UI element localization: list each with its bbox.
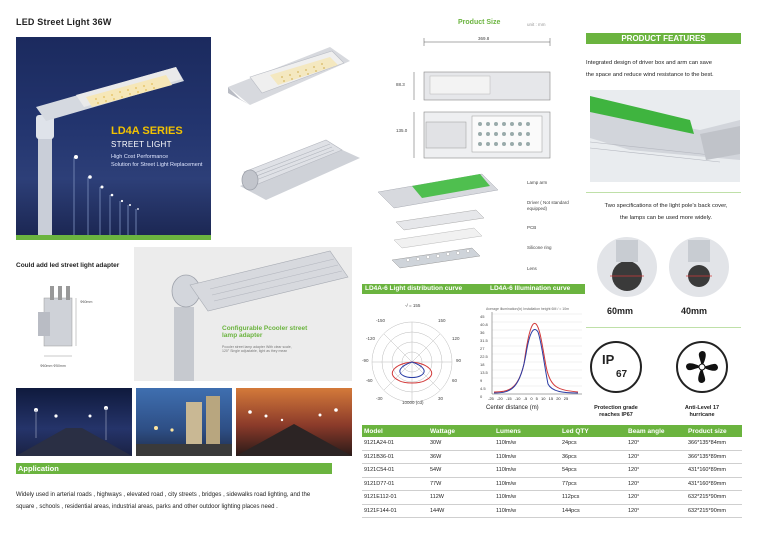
polar-bottom-label: 10000 (cd)	[402, 400, 424, 405]
exploded-parts-icon	[372, 168, 532, 278]
table-row	[362, 464, 742, 478]
x-tick: -10	[514, 396, 521, 401]
cell: 144W	[428, 504, 494, 518]
table-row	[362, 477, 742, 491]
x-tick: 25	[563, 396, 569, 401]
adapter-dim-right: Ф60mm	[80, 300, 93, 304]
cell: 632*215*90mm	[686, 504, 742, 518]
y-tick: 4.5	[480, 386, 486, 391]
hurricane-badge	[676, 341, 728, 393]
table-row	[362, 504, 742, 518]
polar-label-90r: 90	[456, 358, 462, 363]
ip-caption	[584, 405, 648, 419]
cell: 632*215*90mm	[686, 491, 742, 505]
pole-cover-40	[668, 236, 730, 298]
illumination-chart	[478, 304, 584, 406]
illumination-curve-icon	[478, 304, 584, 406]
part-silicone: Silicone ring	[527, 245, 552, 250]
polar-label-60r: 60	[452, 378, 458, 383]
cell: 9121E112-01	[362, 491, 428, 505]
y-tick: 9	[480, 378, 483, 383]
wind-caption-line2: hurricane	[689, 412, 715, 418]
x-tick: 20	[556, 396, 561, 401]
adapter-dim-bottom: Ф60mm Ф50mm	[40, 364, 66, 368]
cell: 54pcs	[560, 464, 626, 478]
cell: 110lm/w	[494, 464, 560, 478]
y-tick: 36	[480, 330, 485, 335]
x-tick: -25	[488, 396, 494, 401]
exploded-view	[372, 168, 532, 278]
y-tick: 40.8	[480, 322, 488, 327]
product-render-back	[230, 128, 370, 208]
adapter-photo	[134, 247, 352, 381]
dim-height: 88.3	[396, 82, 405, 87]
y-tick: 0	[480, 394, 483, 399]
y-tick: 18	[480, 362, 485, 367]
application-photo-1	[16, 388, 132, 456]
col-wattage: Wattage	[428, 425, 494, 437]
hero-subtitle: STREET LIGHT	[111, 140, 172, 149]
feature-2-line2: the lamps can be used more widely.	[619, 215, 713, 221]
feature-1-text	[586, 57, 746, 81]
spec-table	[362, 425, 742, 518]
feature-1-line2: the space and reduce wind resistance to the best.	[586, 72, 714, 78]
page-title: LED Street Light 36W	[16, 17, 112, 27]
illum-x-ticks	[488, 396, 568, 401]
part-driver: Driver ( Not standard equipped)	[527, 200, 569, 211]
ip-value: 67	[616, 369, 628, 380]
cell: 366*135*84mm	[686, 437, 742, 450]
lamp-closeup-icon	[590, 90, 740, 182]
x-tick: 0	[530, 396, 533, 401]
table-row	[362, 437, 742, 450]
application-text-line1: Widely used in arterial roads , highways , elevated road , city streets , bridges , sidewalks road lighting, and the	[16, 492, 311, 498]
feature-2-line1: Two specifications of the light pole's back cover,	[604, 203, 728, 209]
ip-label: IP	[602, 352, 615, 367]
cell: 77pcs	[560, 477, 626, 491]
illum-y-ticks	[480, 313, 488, 401]
cell: 9121C54-01	[362, 464, 428, 478]
adapter-drawing	[30, 278, 130, 370]
application-photo-2	[136, 388, 232, 456]
pole-cover-60	[596, 236, 658, 298]
y-tick: 27	[480, 346, 485, 351]
product-size-drawing	[400, 32, 570, 162]
hero-description	[111, 153, 207, 169]
features-header: PRODUCT FEATURES	[586, 33, 741, 44]
cell: 9121B36-01	[362, 450, 428, 464]
cell: 112W	[428, 491, 494, 505]
features-divider-1	[586, 192, 741, 193]
col-model: Model	[362, 425, 428, 437]
wind-caption-line1: Anti-Level 17	[684, 405, 720, 411]
dim-width: 369.8	[478, 36, 490, 41]
cell: 120°	[626, 450, 686, 464]
feature-1-photo	[590, 90, 740, 182]
feature-1-line1: Integrated design of driver box and arm can save	[586, 60, 712, 66]
polar-label-150r: 150	[438, 318, 446, 323]
spec-table-header	[362, 425, 742, 437]
product-size-unit: unit : mm	[527, 22, 546, 27]
product-render-front	[220, 37, 360, 117]
size-40: 40mm	[681, 306, 708, 316]
cell: 112pcs	[560, 491, 626, 505]
polar-label-30r: 30	[438, 396, 444, 401]
cell: 431*160*89mm	[686, 464, 742, 478]
fan-icon	[678, 343, 726, 391]
x-tick: -5	[523, 396, 528, 401]
cell: 120°	[626, 491, 686, 505]
polar-label-90l: -90	[362, 358, 369, 363]
config-title	[222, 325, 307, 339]
illum-x-label: Center distance (m)	[486, 405, 539, 411]
hero-illustration-icon	[16, 37, 211, 240]
ip67-badge	[590, 341, 642, 393]
table-row	[362, 450, 742, 464]
adapter-lamp-icon	[134, 247, 352, 381]
dimension-drawing-icon	[400, 32, 570, 162]
part-lamp-arm: Lamp arm	[527, 180, 548, 185]
dim-depth: 135.0	[396, 128, 408, 133]
x-tick: -15	[505, 396, 512, 401]
cell: 144pcs	[560, 504, 626, 518]
col-beam-angle: Beam angle	[626, 425, 686, 437]
cell: 24pcs	[560, 437, 626, 450]
hero-desc-line1: High Cost Performance	[111, 154, 169, 160]
adapter-label: Could add led street light adapter	[16, 262, 120, 269]
road-night-icon	[16, 388, 132, 456]
hero-banner	[16, 37, 211, 240]
cell: 120°	[626, 477, 686, 491]
polar-label-30l: -30	[376, 396, 383, 401]
y-tick: 22.5	[480, 354, 488, 359]
y-tick: 13.5	[480, 370, 488, 375]
cell: 110lm/w	[494, 477, 560, 491]
distribution-curve-header: LD4A-6 Light distribution curve	[362, 284, 487, 294]
polar-label-120l: -120	[366, 336, 376, 341]
hero-series: LD4A SERIES	[111, 125, 183, 137]
x-tick: 10	[541, 396, 546, 401]
adapter-icon	[30, 278, 130, 370]
y-tick: 31.5	[480, 338, 488, 343]
cell: 9121A24-01	[362, 437, 428, 450]
config-title-line1: Configurable Pcooler street	[222, 325, 308, 332]
cell: 9121D77-01	[362, 477, 428, 491]
polar-label-150l: -150	[376, 318, 386, 323]
application-text	[16, 489, 361, 513]
illumination-curve-header: LD4A-6 Illumination curve	[487, 284, 585, 294]
application-header: Application	[16, 463, 332, 474]
col-lumens: Lumens	[494, 425, 560, 437]
cell: 366*135*89mm	[686, 450, 742, 464]
feature-2-text	[586, 200, 746, 224]
cell: 120°	[626, 504, 686, 518]
cell: 30W	[428, 437, 494, 450]
ip-caption-line2: reaches IP67	[599, 412, 633, 418]
polar-label-60l: -60	[366, 378, 373, 383]
cell: 110lm/w	[494, 491, 560, 505]
cell: 110lm/w	[494, 504, 560, 518]
application-text-line2: square , schools , residential areas, industrial areas, parks and other outdoor lighting places need .	[16, 504, 278, 510]
hero-desc-line2: Solution for Street Light Replacement	[111, 162, 203, 168]
cell: 36W	[428, 450, 494, 464]
cell: 36pcs	[560, 450, 626, 464]
ip-caption-line1: Protection grade	[594, 405, 638, 411]
lamp-back-icon	[230, 128, 370, 208]
features-divider-2	[586, 327, 741, 328]
col-product-size: Product size	[686, 425, 742, 437]
x-tick: 5	[535, 396, 538, 401]
city-icon	[136, 388, 232, 456]
product-size-title: Product Size	[458, 19, 501, 26]
part-lens: Lens	[527, 266, 537, 271]
pole-40-icon	[668, 236, 730, 298]
y-tick: 45	[480, 314, 485, 319]
polar-label-120r: 120	[452, 336, 460, 341]
cell: 77W	[428, 477, 494, 491]
config-desc	[222, 345, 292, 353]
cell: 120°	[626, 437, 686, 450]
cell: 110lm/w	[494, 450, 560, 464]
config-desc-line1: Pcooler street lamp adapter With clear scale,	[222, 345, 292, 349]
application-photo-3	[236, 388, 352, 456]
cell: 9121F144-01	[362, 504, 428, 518]
col-led-qty: Led QTY	[560, 425, 626, 437]
polar-top-label: -/ = 155	[405, 303, 421, 308]
highway-icon	[236, 388, 352, 456]
part-pcb: PCB	[527, 225, 537, 230]
pole-60-icon	[596, 236, 658, 298]
size-60: 60mm	[607, 306, 634, 316]
x-tick: -20	[496, 396, 503, 401]
cell: 54W	[428, 464, 494, 478]
table-row	[362, 491, 742, 505]
config-title-line2: lamp adapter	[222, 332, 263, 339]
illum-legend: Average illumination(lx) Installation height 6M / = 10m	[486, 307, 570, 311]
config-desc-line2: 120° Single adjustable, light as they mean	[222, 349, 288, 353]
x-tick: 15	[548, 396, 554, 401]
wind-caption	[670, 405, 734, 419]
cell: 431*160*89mm	[686, 477, 742, 491]
cell: 120°	[626, 464, 686, 478]
cell: 110lm/w	[494, 437, 560, 450]
hero-accent-bar	[16, 235, 211, 240]
lamp-front-icon	[220, 37, 360, 117]
